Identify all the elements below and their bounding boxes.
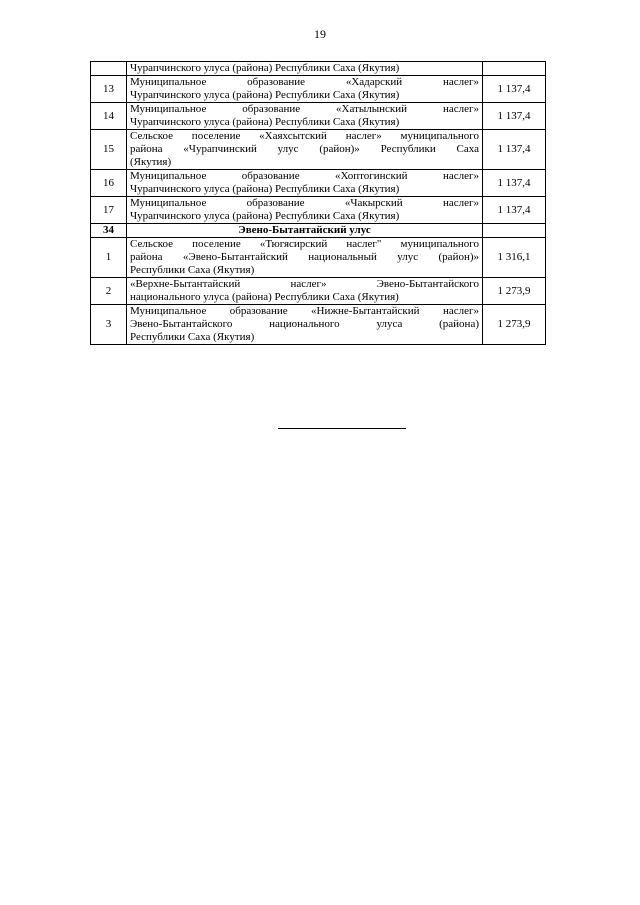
section-number: 34 xyxy=(91,224,127,238)
table-row xyxy=(91,197,546,224)
name-line: Чурапчинского улуса (района) Республики Саха (Якутия) xyxy=(130,183,400,195)
name-line: Муниципальное образование «Хадарский наслег» xyxy=(130,76,479,88)
row-number: 13 xyxy=(91,76,127,103)
name-line: «Верхне-Бытантайский наслег» Эвено-Бытантайского xyxy=(130,278,479,290)
name-line: Муниципальное образование «Хатылынский наслег» xyxy=(130,103,479,115)
table-row xyxy=(91,62,546,76)
amount-value: 1 137,4 xyxy=(483,76,546,103)
row-number: 1 xyxy=(91,238,127,278)
name-line: национального улуса (района) Республики Саха (Якутия) xyxy=(130,291,399,303)
table-row xyxy=(91,278,546,305)
table-row xyxy=(91,170,546,197)
name-line: (Якутия) xyxy=(130,156,172,168)
municipality-name xyxy=(127,197,483,224)
row-number xyxy=(91,62,127,76)
table-row xyxy=(91,103,546,130)
row-number: 17 xyxy=(91,197,127,224)
name-line: Сельское поселение «Хаяхсытский наслег» муниципального xyxy=(130,130,479,142)
name-line: Чурапчинского улуса (района) Республики Саха (Якутия) xyxy=(130,210,400,222)
municipality-name xyxy=(127,278,483,305)
name-line: района «Эвено-Бытантайский национальный улус (район)» xyxy=(130,251,479,263)
name-line: Муниципальное образование «Нижне-Бытантайский наслег» xyxy=(130,305,479,317)
amount-value: 1 137,4 xyxy=(483,130,546,170)
section-row xyxy=(91,224,546,238)
amount-value: 1 316,1 xyxy=(483,238,546,278)
name-line: Эвено-Бытантайского национального улуса (района) xyxy=(130,318,479,330)
municipality-name xyxy=(127,130,483,170)
name-line: Республики Саха (Якутия) xyxy=(130,264,255,276)
table-body xyxy=(91,62,546,345)
allocation-table xyxy=(90,61,546,345)
name-line: Муниципальное образование «Чакырский наслег» xyxy=(130,197,479,209)
table-row xyxy=(91,238,546,278)
row-number: 16 xyxy=(91,170,127,197)
amount-value: 1 137,4 xyxy=(483,197,546,224)
municipality-name xyxy=(127,103,483,130)
amount-value: 1 273,9 xyxy=(483,278,546,305)
amount-value: 1 137,4 xyxy=(483,170,546,197)
amount-value xyxy=(483,62,546,76)
table-row xyxy=(91,130,546,170)
name-line: Чурапчинского улуса (района) Республики Саха (Якутия) xyxy=(130,89,400,101)
row-number: 14 xyxy=(91,103,127,130)
name-line: Чурапчинского улуса (района) Республики Саха (Якутия) xyxy=(130,116,400,128)
name-line: Муниципальное образование «Хоптогинский наслег» xyxy=(130,170,479,182)
municipality-name xyxy=(127,76,483,103)
section-value-empty xyxy=(483,224,546,238)
municipality-name xyxy=(127,62,483,76)
amount-value: 1 273,9 xyxy=(483,305,546,345)
table-row xyxy=(91,76,546,103)
section-title: Эвено-Бытантайский улус xyxy=(127,224,483,238)
municipality-name xyxy=(127,238,483,278)
municipality-name xyxy=(127,170,483,197)
name-line: Сельское поселение «Тюгясирский наслег" муниципального xyxy=(130,238,479,250)
end-divider xyxy=(278,428,406,429)
name-line: района «Чурапчинский улус (район)» Республики Саха xyxy=(130,143,479,155)
row-number: 15 xyxy=(91,130,127,170)
row-number: 3 xyxy=(91,305,127,345)
amount-value: 1 137,4 xyxy=(483,103,546,130)
page-number: 19 xyxy=(314,27,326,41)
row-number: 2 xyxy=(91,278,127,305)
municipality-name xyxy=(127,305,483,345)
name-line: Республики Саха (Якутия) xyxy=(130,331,255,343)
table-row xyxy=(91,305,546,345)
name-line: Чурапчинского улуса (района) Республики Саха (Якутия) xyxy=(130,62,400,74)
